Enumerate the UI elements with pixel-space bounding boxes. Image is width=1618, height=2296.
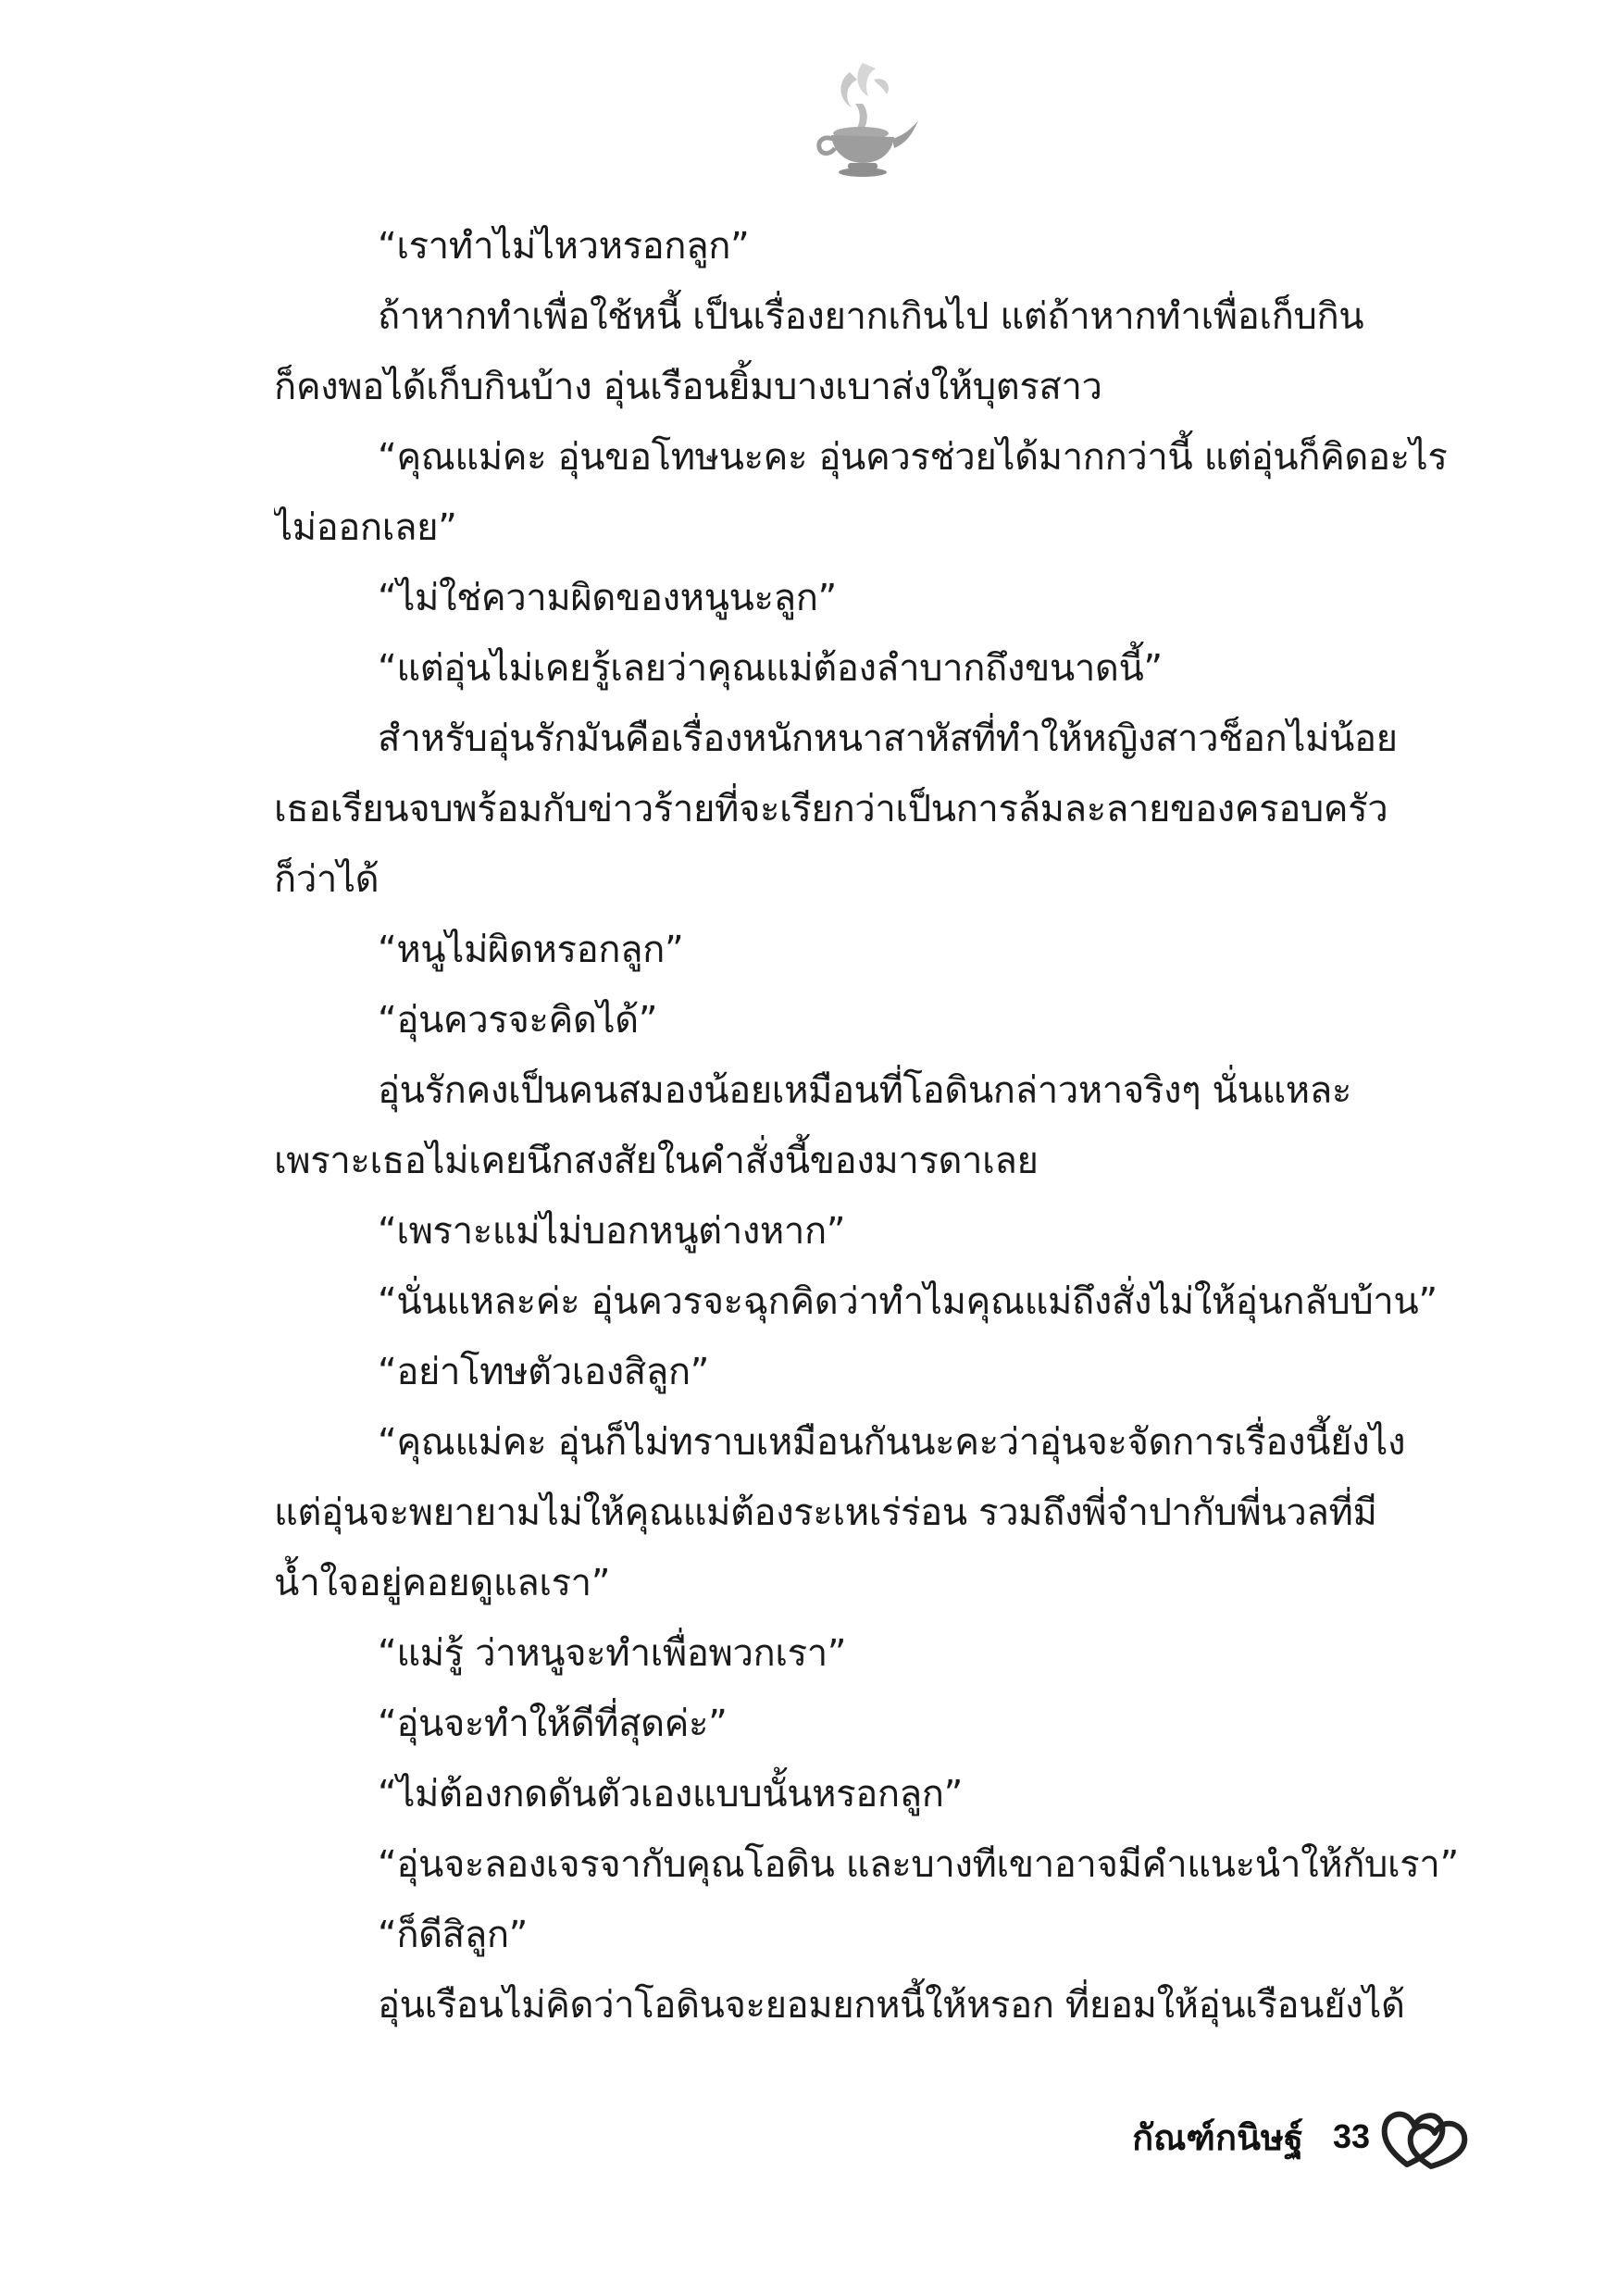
text-line: น้ำใจอยู่คอยดูแลเรา” [274, 1562, 611, 1604]
text-line: “อย่าโทษตัวเองสิลูก” [378, 1351, 709, 1393]
text-line: ไม่ออกเลย” [274, 506, 457, 549]
double-heart-icon [1379, 2100, 1472, 2174]
text-line: เพราะเธอไม่เคยนึกสงสัยในคำสั่งนี้ของมารดาเลย [274, 1140, 1039, 1182]
text-line: สำหรับอุ่นรักมันคือเรื่องหนักหนาสาหัสที่ทำให้หญิงสาวช็อกไม่น้อย [378, 718, 1398, 760]
text-line: “คุณแม่คะ อุ่นก็ไม่ทราบเหมือนกันนะคะว่าอุ่นจะจัดการเรื่องนี้ยังไง [378, 1421, 1406, 1464]
page-number: 33 [1332, 2117, 1370, 2155]
text-line: “ไม่ต้องกดดันตัวเองแบบนั้นหรอกลูก” [378, 1773, 963, 1816]
text-line: อุ่นรักคงเป็นคนสมองน้อยเหมือนที่โอดินกล่าวหาจริงๆ นั่นแหละ [378, 1069, 1351, 1112]
text-line: ถ้าหากทำเพื่อใช้หนี้ เป็นเรื่องยากเกินไป แต่ถ้าหากทำเพื่อเก็บกิน [378, 295, 1364, 338]
text-line: “อุ่นจะทำให้ดีที่สุดค่ะ” [378, 1703, 728, 1745]
page-footer [1064, 2090, 1472, 2183]
text-line: “แต่อุ่นไม่เคยรู้เลยว่าคุณแม่ต้องลำบากถึงขนาดนี้” [378, 647, 1163, 690]
text-line: แต่อุ่นจะพยายามไม่ให้คุณแม่ต้องระเหเร่ร่อน รวมถึงพี่จำปากับพี่นวลที่มี [274, 1491, 1377, 1534]
text-line: “แม่รู้ ว่าหนูจะทำเพื่อพวกเรา” [378, 1632, 847, 1675]
text-line: “เพราะแม่ไม่บอกหนูต่างหาก” [378, 1210, 846, 1253]
text-line: “อุ่นจะลองเจรจากับคุณโอดิน และบางทีเขาอาจมีคำแนะนำให้กับเรา” [378, 1843, 1459, 1886]
text-line: “ก็ดีสิลูก” [378, 1914, 528, 1956]
text-line: ก็คงพอได้เก็บกินบ้าง อุ่นเรือนยิ้มบางเบาส่งให้บุตรสาว [274, 366, 1102, 408]
text-line: ก็ว่าได้ [274, 858, 380, 901]
text-line: “ไม่ใช่ความผิดของหนูนะลูก” [378, 577, 837, 619]
text-line: “หนูไม่ผิดหรอกลูก” [378, 929, 684, 971]
text-line: “คุณแม่คะ อุ่นขอโทษนะคะ อุ่นควรช่วยได้มากกว่านี้ แต่อุ่นก็คิดอะไร [378, 436, 1448, 479]
text-line: “เราทำไม่ไหวหรอกลูก” [378, 225, 750, 268]
body-text [274, 211, 1468, 2040]
genie-lamp-icon [796, 54, 926, 183]
author-name: กัณฑ์กนิษฐ์ [1132, 2116, 1303, 2158]
text-line: “อุ่นควรจะคิดได้” [378, 999, 658, 1042]
text-line: เธอเรียนจบพร้อมกับข่าวร้ายที่จะเรียกว่าเป็นการล้มละลายของครอบครัว [274, 788, 1388, 830]
text-line: “นั่นแหละค่ะ อุ่นควรจะฉุกคิดว่าทำไมคุณแม่ถึงสั่งไม่ให้อุ่นกลับบ้าน” [378, 1280, 1438, 1323]
text-line: อุ่นเรือนไม่คิดว่าโอดินจะยอมยกหนี้ให้หรอก ที่ยอมให้อุ่นเรือนยังได้ [378, 1984, 1405, 2027]
